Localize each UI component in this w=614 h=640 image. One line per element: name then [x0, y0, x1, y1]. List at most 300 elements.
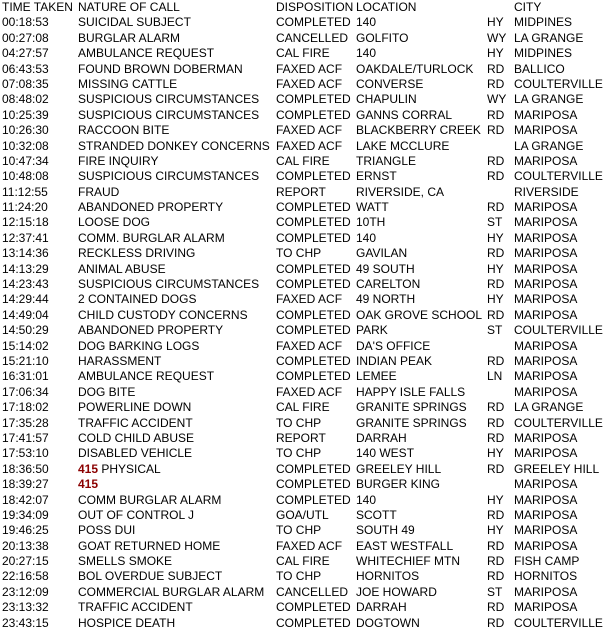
time-cell: 16:31:01 — [2, 369, 49, 384]
table-row — [0, 462, 614, 477]
nature-text: SUSPICIOUS CIRCUMSTANCES — [78, 169, 260, 184]
table-row — [0, 308, 614, 323]
location-cell: 140 — [356, 46, 377, 61]
time-cell: 18:42:07 — [2, 492, 49, 507]
time-cell: 04:27:57 — [2, 46, 49, 61]
city-cell: MARIPOSA — [514, 584, 578, 599]
city-cell: LA GRANGE — [514, 92, 584, 107]
nature-cell — [78, 385, 274, 400]
nature-text: ABANDONED PROPERTY — [78, 200, 224, 215]
nature-cell — [78, 339, 274, 354]
street-type-cell: WY — [487, 30, 507, 45]
nature-text: BURGLAR ALARM — [78, 30, 181, 45]
location-cell: BLACKBERRY CREEK — [356, 123, 481, 138]
nature-cell — [78, 369, 274, 384]
city-cell: RIVERSIDE — [514, 184, 579, 199]
time-cell: 15:14:02 — [2, 338, 49, 353]
nature-text: STRANDED DONKEY CONCERNS — [78, 138, 270, 153]
street-type-cell: HY — [487, 292, 504, 307]
disposition-cell: COMPLETED — [276, 169, 351, 184]
time-cell: 15:21:10 — [2, 353, 49, 368]
location-cell: WATT — [356, 200, 389, 215]
table-row — [0, 339, 614, 354]
nature-cell — [78, 554, 274, 569]
nature-cell — [78, 92, 274, 107]
street-type-cell: RD — [487, 400, 505, 415]
disposition-cell: TO CHP — [276, 415, 322, 430]
disposition-cell: COMPLETED — [276, 277, 351, 292]
disposition-cell: FAXED ACF — [276, 138, 343, 153]
table-row — [0, 431, 614, 446]
location-cell: ERNST — [356, 169, 397, 184]
disposition-cell: COMPLETED — [276, 261, 351, 276]
nature-text: FOUND BROWN DOBERMAN — [78, 61, 243, 76]
time-cell: 17:53:10 — [2, 446, 49, 461]
table-row — [0, 215, 614, 230]
table-row — [0, 554, 614, 569]
time-cell: 18:39:27 — [2, 477, 49, 492]
time-cell: 11:12:55 — [2, 184, 48, 199]
location-cell: 140 — [356, 492, 377, 507]
street-type-cell: HY — [487, 230, 504, 245]
nature-cell — [78, 262, 274, 277]
nature-text: BOL OVERDUE SUBJECT — [78, 569, 223, 584]
city-cell: MIDPINES — [514, 46, 573, 61]
disposition-cell: TO CHP — [276, 246, 322, 261]
nature-cell — [78, 400, 274, 415]
nature-text: OUT OF CONTROL J — [78, 507, 195, 522]
disposition-cell: CAL FIRE — [276, 400, 330, 415]
city-cell: LA GRANGE — [514, 400, 584, 415]
location-cell: LAKE MCCLURE — [356, 138, 450, 153]
city-cell: HORNITOS — [514, 569, 578, 584]
location-cell: HORNITOS — [356, 569, 420, 584]
street-type-cell: HY — [487, 46, 504, 61]
table-row — [0, 62, 614, 77]
disposition-cell: COMPLETED — [276, 230, 351, 245]
location-cell: GRANITE SPRINGS — [356, 415, 467, 430]
city-cell: MARIPOSA — [514, 369, 578, 384]
nature-text: DOG BARKING LOGS — [78, 338, 200, 353]
table-row — [0, 385, 614, 400]
nature-cell — [78, 416, 274, 431]
nature-text: ANIMAL ABUSE — [78, 261, 166, 276]
location-cell: DARRAH — [356, 600, 407, 615]
location-cell: 49 SOUTH — [356, 261, 415, 276]
nature-text: POSS DUI — [78, 523, 136, 538]
table-row — [0, 185, 614, 200]
nature-cell — [78, 292, 274, 307]
location-cell: SOUTH 49 — [356, 523, 415, 538]
street-type-cell: RD — [487, 76, 505, 91]
city-cell: MARIPOSA — [514, 523, 578, 538]
nature-cell — [78, 431, 274, 446]
nature-cell — [78, 139, 274, 154]
location-cell: DA'S OFFICE — [356, 338, 431, 353]
city-cell: MARIPOSA — [514, 600, 578, 615]
city-cell: MARIPOSA — [514, 446, 578, 461]
time-cell: 00:27:08 — [2, 30, 49, 45]
table-row — [0, 77, 614, 92]
disposition-cell: COMPLETED — [276, 15, 351, 30]
location-cell: 140 WEST — [356, 446, 415, 461]
disposition-cell: TO CHP — [276, 446, 322, 461]
time-cell: 12:37:41 — [2, 230, 49, 245]
disposition-cell: COMPLETED — [276, 200, 351, 215]
nature-cell — [78, 323, 274, 338]
nature-text: AMBULANCE REQUEST — [78, 46, 215, 61]
table-row — [0, 231, 614, 246]
nature-cell — [78, 585, 274, 600]
table-row — [0, 539, 614, 554]
location-cell: CONVERSE — [356, 76, 424, 91]
street-type-cell: RD — [487, 554, 505, 569]
nature-cell — [78, 600, 274, 615]
table-row — [0, 169, 614, 184]
street-type-cell: RD — [487, 507, 505, 522]
nature-text: 2 CONTAINED DOGS — [78, 292, 197, 307]
street-type-cell: RD — [487, 277, 505, 292]
nature-text: HOSPICE DEATH — [78, 615, 176, 630]
nature-cell — [78, 77, 274, 92]
time-cell: 07:08:35 — [2, 76, 49, 91]
table-row — [0, 292, 614, 307]
time-cell: 23:43:15 — [2, 615, 49, 630]
disposition-cell: REPORT — [276, 430, 326, 445]
street-type-cell: RD — [487, 415, 505, 430]
street-type-cell: WY — [487, 92, 507, 107]
penal-code-label: 415 — [78, 477, 99, 492]
street-type-cell: RD — [487, 569, 505, 584]
street-type-cell: LN — [487, 369, 503, 384]
table-row — [0, 508, 614, 523]
disposition-cell: CANCELLED — [276, 584, 349, 599]
nature-text: SUSPICIOUS CIRCUMSTANCES — [78, 92, 260, 107]
city-cell: MARIPOSA — [514, 492, 578, 507]
nature-cell — [78, 246, 274, 261]
city-cell: GREELEY HILL — [514, 461, 600, 476]
table-row — [0, 154, 614, 169]
table-row — [0, 354, 614, 369]
time-cell: 10:26:30 — [2, 123, 49, 138]
time-cell: 17:18:02 — [2, 400, 49, 415]
nature-cell — [78, 31, 274, 46]
table-row — [0, 262, 614, 277]
nature-cell — [78, 446, 274, 461]
nature-cell — [78, 46, 274, 61]
city-cell: MARIPOSA — [514, 261, 578, 276]
nature-text: COMMERCIAL BURGLAR ALARM — [78, 584, 265, 599]
location-cell: 140 — [356, 15, 377, 30]
city-cell: MIDPINES — [514, 15, 573, 30]
city-cell: MARIPOSA — [514, 215, 578, 230]
disposition-cell: COMPLETED — [276, 477, 351, 492]
header-disposition: DISPOSITION — [276, 0, 354, 14]
city-cell: MARIPOSA — [514, 200, 578, 215]
time-cell: 20:13:38 — [2, 538, 49, 553]
nature-text: GOAT RETURNED HOME — [78, 538, 221, 553]
time-cell: 11:24:20 — [2, 200, 48, 215]
table-row — [0, 139, 614, 154]
nature-text: ABANDONED PROPERTY — [78, 323, 224, 338]
location-cell: TRIANGLE — [356, 153, 417, 168]
disposition-cell: GOA/UTL — [276, 507, 329, 522]
location-cell: WHITECHIEF MTN — [356, 554, 460, 569]
nature-cell — [78, 354, 274, 369]
location-cell: JOE HOWARD — [356, 584, 437, 599]
time-cell: 08:48:02 — [2, 92, 49, 107]
header-location: LOCATION — [356, 0, 417, 14]
city-cell: FISH CAMP — [514, 554, 580, 569]
nature-text: RECKLESS DRIVING — [78, 246, 196, 261]
street-type-cell: RD — [487, 200, 505, 215]
nature-text: TRAFFIC ACCIDENT — [78, 415, 193, 430]
city-cell: MARIPOSA — [514, 277, 578, 292]
table-row — [0, 416, 614, 431]
header-nature-of-call: NATURE OF CALL — [78, 0, 180, 14]
disposition-cell: FAXED ACF — [276, 123, 343, 138]
location-cell: DOGTOWN — [356, 615, 420, 630]
disposition-cell: COMPLETED — [276, 369, 351, 384]
city-cell: MARIPOSA — [514, 107, 578, 122]
time-cell: 18:36:50 — [2, 461, 49, 476]
header-city: CITY — [514, 0, 542, 14]
table-row — [0, 400, 614, 415]
location-cell: 49 NORTH — [356, 292, 416, 307]
table-row — [0, 369, 614, 384]
time-cell: 13:14:36 — [2, 246, 49, 261]
time-cell: 17:41:57 — [2, 430, 49, 445]
disposition-cell: TO CHP — [276, 569, 322, 584]
time-cell: 14:29:44 — [2, 292, 49, 307]
street-type-cell: ST — [487, 584, 503, 599]
nature-text: COMM. BURGLAR ALARM — [78, 230, 225, 245]
nature-cell — [78, 616, 274, 631]
street-type-cell: RD — [487, 615, 505, 630]
nature-cell — [78, 539, 274, 554]
nature-cell — [78, 477, 274, 492]
city-cell: BALLICO — [514, 61, 565, 76]
disposition-cell: CANCELLED — [276, 30, 349, 45]
disposition-cell: COMPLETED — [276, 600, 351, 615]
nature-cell — [78, 108, 274, 123]
time-cell: 14:23:43 — [2, 277, 49, 292]
penal-code-label: 415 — [78, 461, 99, 476]
location-cell: GREELEY HILL — [356, 461, 442, 476]
city-cell: COULTERVILLE — [514, 323, 603, 338]
street-type-cell: RD — [487, 600, 505, 615]
location-cell: PARK — [356, 323, 388, 338]
location-cell: RIVERSIDE, CA — [356, 184, 445, 199]
nature-text: LOOSE DOG — [78, 215, 151, 230]
table-row — [0, 600, 614, 615]
disposition-cell: FAXED ACF — [276, 538, 343, 553]
nature-cell — [78, 462, 274, 477]
time-cell: 10:48:08 — [2, 169, 49, 184]
table-row — [0, 31, 614, 46]
nature-cell — [78, 154, 274, 169]
nature-text: PHYSICAL — [101, 461, 161, 476]
nature-text: TRAFFIC ACCIDENT — [78, 600, 193, 615]
street-type-cell: ST — [487, 215, 503, 230]
time-cell: 10:32:08 — [2, 138, 49, 153]
time-cell: 14:50:29 — [2, 323, 49, 338]
city-cell: MARIPOSA — [514, 477, 578, 492]
street-type-cell: RD — [487, 430, 505, 445]
time-cell: 17:35:28 — [2, 415, 49, 430]
nature-cell — [78, 308, 274, 323]
time-cell: 23:13:32 — [2, 600, 49, 615]
nature-cell — [78, 231, 274, 246]
disposition-cell: COMPLETED — [276, 353, 351, 368]
nature-text: AMBULANCE REQUEST — [78, 369, 215, 384]
time-cell: 14:49:04 — [2, 307, 49, 322]
disposition-cell: COMPLETED — [276, 323, 351, 338]
disposition-cell: FAXED ACF — [276, 76, 343, 91]
nature-text: SMELLS SMOKE — [78, 554, 173, 569]
disposition-cell: CAL FIRE — [276, 46, 330, 61]
time-cell: 20:27:15 — [2, 554, 49, 569]
nature-cell — [78, 215, 274, 230]
city-cell: MARIPOSA — [514, 230, 578, 245]
table-row — [0, 246, 614, 261]
city-cell: MARIPOSA — [514, 307, 578, 322]
table-row — [0, 323, 614, 338]
disposition-cell: CAL FIRE — [276, 554, 330, 569]
nature-text: DOG BITE — [78, 384, 136, 399]
table-row — [0, 108, 614, 123]
table-row — [0, 200, 614, 215]
time-cell: 06:43:53 — [2, 61, 49, 76]
disposition-cell: FAXED ACF — [276, 292, 343, 307]
time-cell: 19:46:25 — [2, 523, 49, 538]
time-cell: 22:16:58 — [2, 569, 49, 584]
time-cell: 17:06:34 — [2, 384, 49, 399]
city-cell: MARIPOSA — [514, 507, 578, 522]
table-header-row — [0, 0, 614, 15]
nature-text: MISSING CATTLE — [78, 76, 178, 91]
city-cell: MARIPOSA — [514, 153, 578, 168]
table-row — [0, 523, 614, 538]
disposition-cell: FAXED ACF — [276, 384, 343, 399]
street-type-cell: RD — [487, 169, 505, 184]
nature-text: DISABLED VEHICLE — [78, 446, 193, 461]
nature-cell — [78, 569, 274, 584]
table-row — [0, 616, 614, 631]
nature-cell — [78, 62, 274, 77]
street-type-cell: RD — [487, 353, 505, 368]
disposition-cell: COMPLETED — [276, 461, 351, 476]
street-type-cell: RD — [487, 153, 505, 168]
location-cell: CHAPULIN — [356, 92, 417, 107]
time-cell: 19:34:09 — [2, 507, 49, 522]
location-cell: EAST WESTFALL — [356, 538, 454, 553]
disposition-cell: COMPLETED — [276, 215, 351, 230]
location-cell: BURGER KING — [356, 477, 441, 492]
location-cell: DARRAH — [356, 430, 407, 445]
nature-cell — [78, 277, 274, 292]
street-type-cell: HY — [487, 492, 504, 507]
location-cell: SCOTT — [356, 507, 397, 522]
disposition-cell: COMPLETED — [276, 107, 351, 122]
nature-text: SUSPICIOUS CIRCUMSTANCES — [78, 277, 260, 292]
location-cell: GOLFITO — [356, 30, 409, 45]
nature-text: CHILD CUSTODY CONCERNS — [78, 307, 248, 322]
disposition-cell: COMPLETED — [276, 615, 351, 630]
nature-cell — [78, 523, 274, 538]
table-row — [0, 446, 614, 461]
city-cell: MARIPOSA — [514, 246, 578, 261]
nature-text: FIRE INQUIRY — [78, 153, 159, 168]
location-cell: GAVILAN — [356, 246, 408, 261]
location-cell: GRANITE SPRINGS — [356, 400, 467, 415]
street-type-cell: RD — [487, 246, 505, 261]
location-cell: 140 — [356, 230, 377, 245]
nature-cell — [78, 185, 274, 200]
nature-text: FRAUD — [78, 184, 120, 199]
street-type-cell: HY — [487, 15, 504, 30]
city-cell: MARIPOSA — [514, 123, 578, 138]
street-type-cell: HY — [487, 261, 504, 276]
city-cell: MARIPOSA — [514, 338, 578, 353]
nature-cell — [78, 15, 274, 30]
location-cell: 10TH — [356, 215, 386, 230]
disposition-cell: COMPLETED — [276, 92, 351, 107]
nature-text: SUSPICIOUS CIRCUMSTANCES — [78, 107, 260, 122]
time-cell: 00:18:53 — [2, 15, 49, 30]
city-cell: LA GRANGE — [514, 30, 584, 45]
disposition-cell: FAXED ACF — [276, 61, 343, 76]
city-cell: MARIPOSA — [514, 538, 578, 553]
street-type-cell: RD — [487, 307, 505, 322]
location-cell: CARELTON — [356, 277, 421, 292]
city-cell: LA GRANGE — [514, 138, 584, 153]
street-type-cell: HY — [487, 446, 504, 461]
time-cell: 12:15:18 — [2, 215, 49, 230]
street-type-cell: RD — [487, 107, 505, 122]
disposition-cell: CAL FIRE — [276, 153, 330, 168]
location-cell: OAK GROVE SCHOOL — [356, 307, 483, 322]
nature-cell — [78, 493, 274, 508]
city-cell: COULTERVILLE — [514, 615, 603, 630]
header-time-taken: TIME TAKEN — [2, 0, 73, 14]
table-row — [0, 493, 614, 508]
location-cell: HAPPY ISLE FALLS — [356, 384, 466, 399]
city-cell: MARIPOSA — [514, 430, 578, 445]
disposition-cell: COMPLETED — [276, 307, 351, 322]
table-row — [0, 585, 614, 600]
table-body — [0, 15, 614, 631]
city-cell: MARIPOSA — [514, 353, 578, 368]
table-row — [0, 15, 614, 30]
location-cell: INDIAN PEAK — [356, 353, 433, 368]
nature-cell — [78, 508, 274, 523]
city-cell: MARIPOSA — [514, 384, 578, 399]
nature-text: RACCOON BITE — [78, 123, 170, 138]
table-row — [0, 569, 614, 584]
location-cell: LEMEE — [356, 369, 397, 384]
nature-cell — [78, 169, 274, 184]
time-cell: 23:12:09 — [2, 584, 49, 599]
nature-text: HARASSMENT — [78, 353, 162, 368]
disposition-cell: FAXED ACF — [276, 338, 343, 353]
disposition-cell: COMPLETED — [276, 492, 351, 507]
time-cell: 14:13:29 — [2, 261, 49, 276]
nature-cell — [78, 123, 274, 138]
city-cell: MARIPOSA — [514, 292, 578, 307]
disposition-cell: TO CHP — [276, 523, 322, 538]
street-type-cell: ST — [487, 323, 503, 338]
